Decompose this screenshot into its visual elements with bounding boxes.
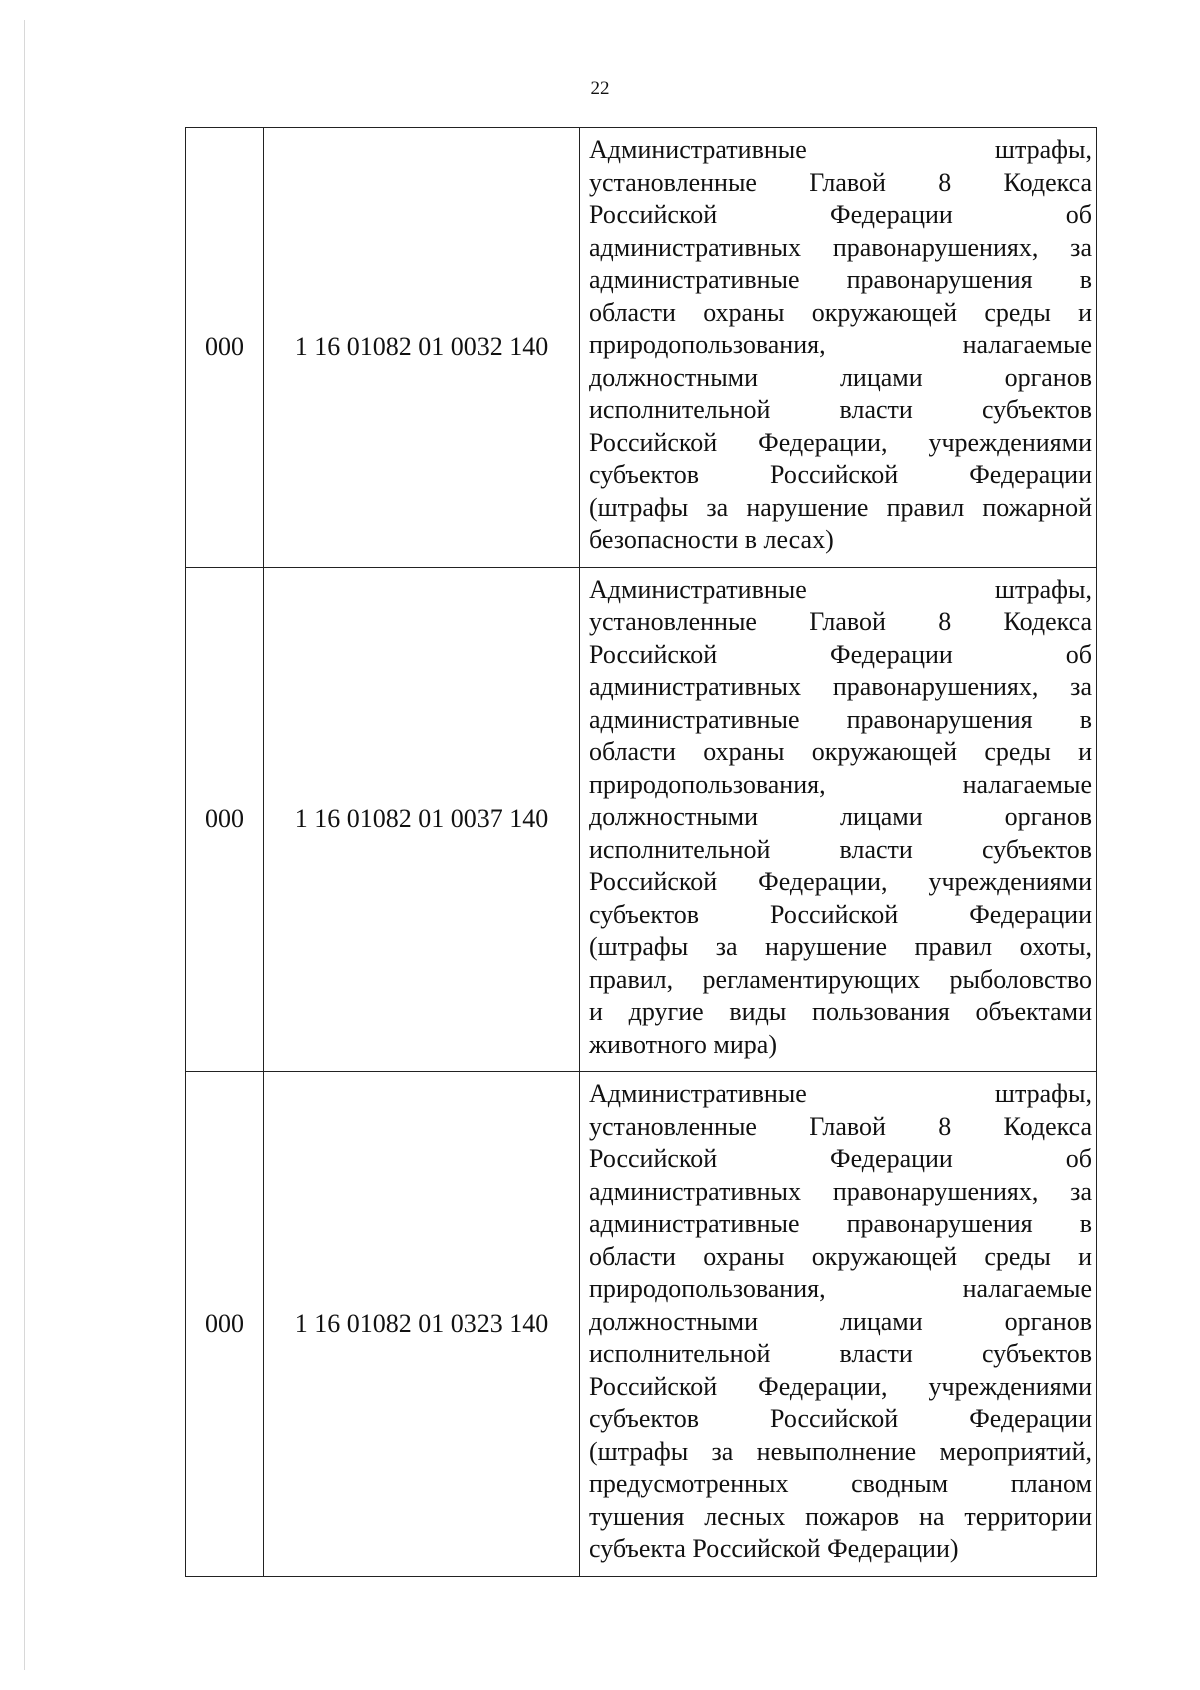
description-line: Административные штрафы,	[589, 135, 1092, 164]
table-row	[186, 567, 1097, 1072]
description-line: Российской Федерации, учреждениями	[589, 427, 1092, 457]
description-line: (штрафы за нарушение правил охоты,	[589, 932, 1092, 961]
description-line: установленные Главой 8 Кодекса	[589, 607, 1092, 636]
description-line: административных правонарушениях, за	[589, 1176, 1092, 1206]
description-line: и другие виды пользования объектами	[589, 997, 1092, 1026]
description-line: Российской Федерации об	[589, 639, 1092, 669]
description-line: природопользования, налагаемые	[589, 769, 1092, 799]
description-line: исполнительной власти субъектов	[589, 1339, 1092, 1368]
description-line: административные правонарушения в	[589, 1209, 1092, 1238]
description-line: Российской Федерации, учреждениями	[589, 867, 1092, 896]
description-line: области охраны окружающей среды и	[589, 1241, 1092, 1271]
admin-code-cell: 000	[186, 1072, 264, 1577]
description-line: Российской Федерации об	[589, 1144, 1092, 1173]
description-line: правил, регламентирующих рыболовство	[589, 964, 1092, 994]
table-row	[186, 1072, 1097, 1577]
kbk-code-cell: 1 16 01082 01 0323 140	[264, 1072, 580, 1577]
description-cell	[580, 128, 1097, 568]
description-line: субъектов Российской Федерации	[589, 899, 1092, 929]
description-cell	[580, 1072, 1097, 1577]
description-line: безопасности в лесах)	[589, 525, 834, 554]
description-line: должностными лицами органов	[589, 1306, 1092, 1336]
description-line: тушения лесных пожаров на территории	[589, 1501, 1092, 1531]
description-line: административные правонарушения в	[589, 265, 1092, 294]
description-line: исполнительной власти субъектов	[589, 834, 1092, 864]
budget-classification-table	[185, 127, 1097, 1577]
description-line: должностными лицами органов	[589, 362, 1092, 392]
description-line: предусмотренных сводным планом	[589, 1469, 1092, 1498]
description-line: природопользования, налагаемые	[589, 1274, 1092, 1303]
description-line: Административные штрафы,	[589, 1079, 1092, 1108]
description-line: (штрафы за нарушение правил пожарной	[589, 492, 1092, 522]
description-line: должностными лицами органов	[589, 802, 1092, 831]
description-line: Российской Федерации, учреждениями	[589, 1371, 1092, 1401]
description-line: субъектов Российской Федерации	[589, 1404, 1092, 1433]
description-line: субъекта Российской Федерации)	[589, 1534, 959, 1563]
description-line: установленные Главой 8 Кодекса	[589, 167, 1092, 197]
description-line: Административные штрафы,	[589, 574, 1092, 604]
description-line: животного мира)	[589, 1029, 777, 1059]
description-line: субъектов Российской Федерации	[589, 460, 1092, 489]
description-line: (штрафы за невыполнение мероприятий,	[589, 1436, 1092, 1466]
admin-code-cell: 000	[186, 567, 264, 1072]
description-line: области охраны окружающей среды и	[589, 297, 1092, 327]
table-row	[186, 128, 1097, 568]
admin-code-cell: 000	[186, 128, 264, 568]
description-line: области охраны окружающей среды и	[589, 737, 1092, 766]
page-number: 22	[590, 78, 610, 99]
description-line: административных правонарушениях, за	[589, 232, 1092, 262]
description-line: Российской Федерации об	[589, 200, 1092, 229]
description-line: исполнительной власти субъектов	[589, 395, 1092, 424]
description-line: установленные Главой 8 Кодекса	[589, 1111, 1092, 1141]
description-line: природопользования, налагаемые	[589, 330, 1092, 359]
description-line: административные правонарушения в	[589, 704, 1092, 734]
kbk-code-cell: 1 16 01082 01 0037 140	[264, 567, 580, 1072]
scan-edge-mark	[24, 20, 25, 1670]
description-cell	[580, 567, 1097, 1072]
description-line: административных правонарушениях, за	[589, 672, 1092, 701]
kbk-code-cell: 1 16 01082 01 0032 140	[264, 128, 580, 568]
